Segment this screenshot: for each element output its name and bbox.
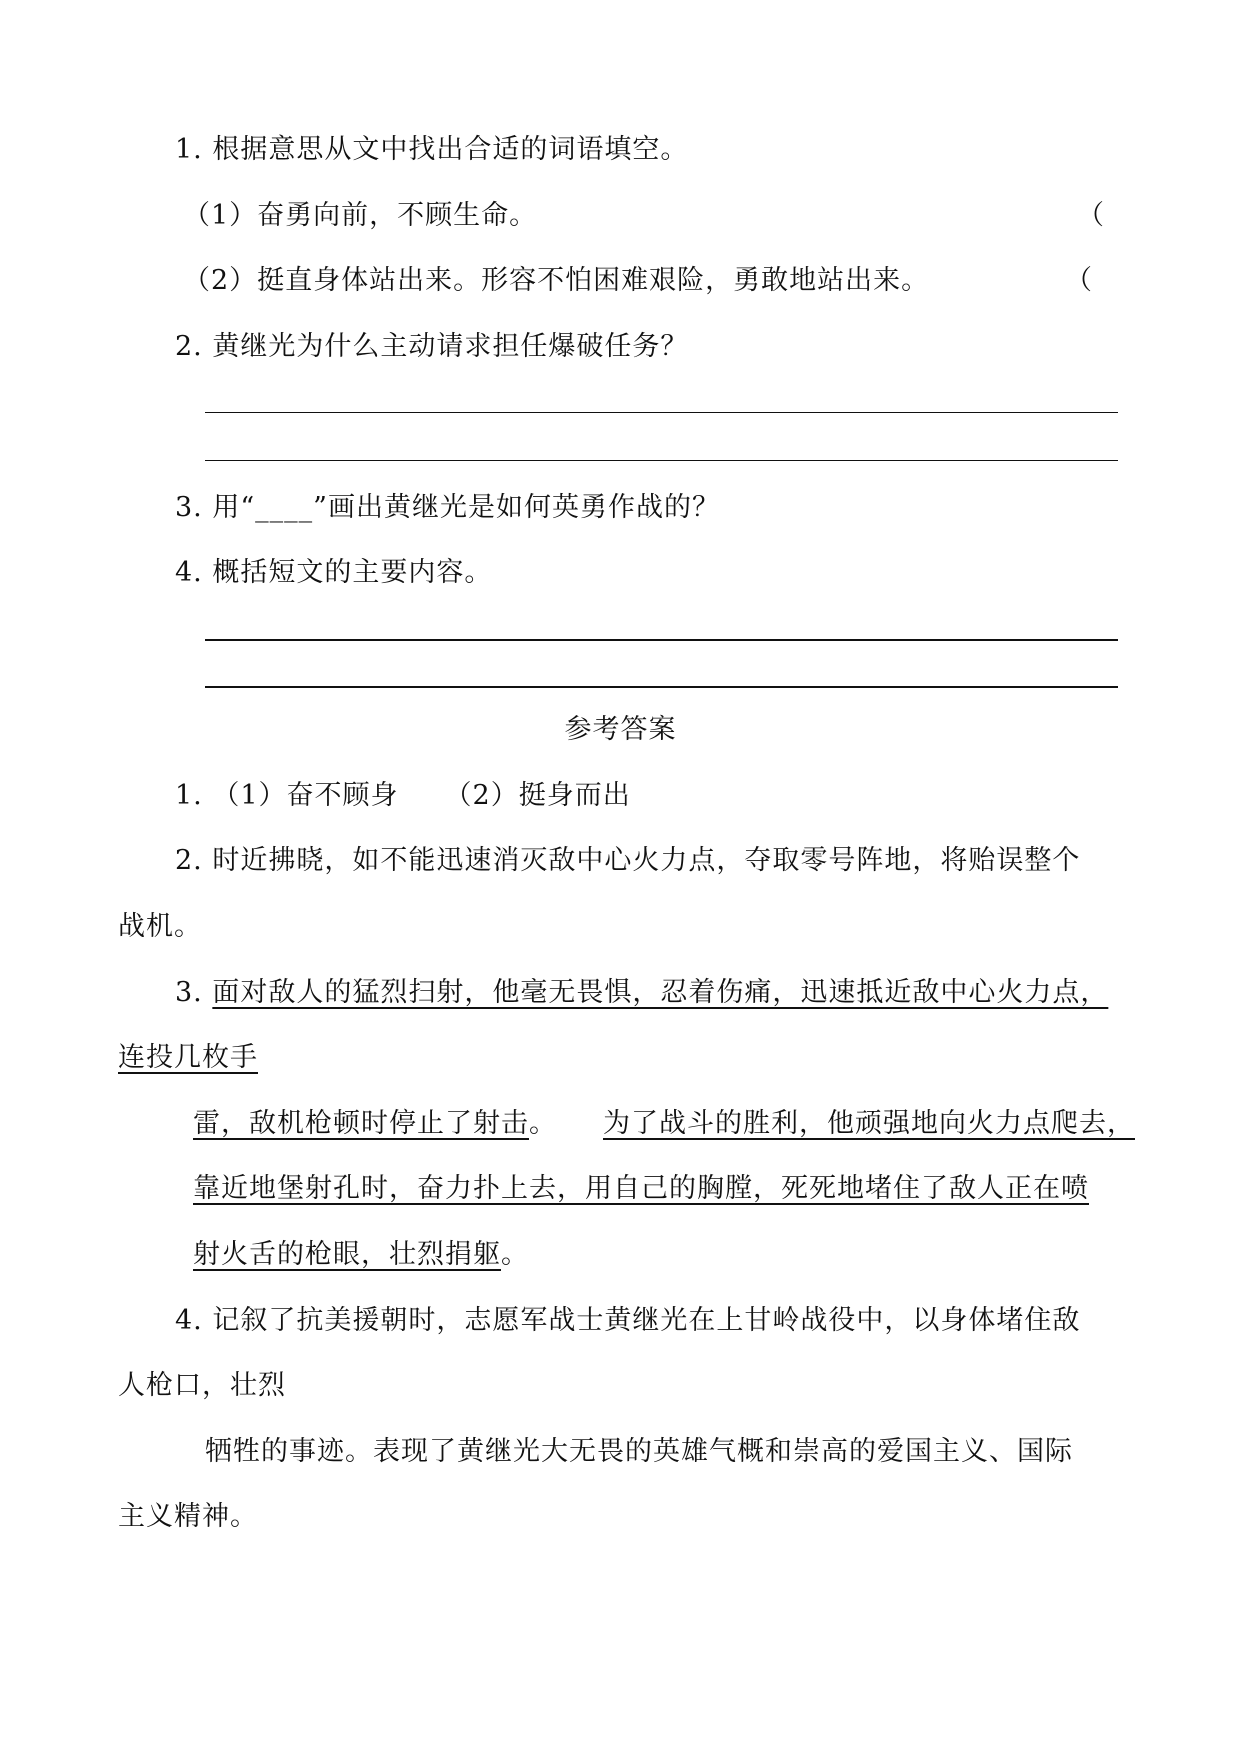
answer-3-number: 3.: [175, 977, 213, 1008]
answer-4-line-2: 人枪口，壮烈: [118, 1370, 286, 1401]
answer-3-line-3: [193, 1106, 1135, 1142]
answer-3-end: 。: [501, 1239, 529, 1270]
answer-3-underlined-text: 射火舌的枪眼，壮烈捐躯: [193, 1239, 501, 1270]
question-1-prompt: 1. 根据意思从文中找出合适的词语填空。: [175, 134, 689, 165]
answer-3-line-5: [193, 1237, 529, 1273]
question-3-prompt: 3. 用“____”画出黄继光是如何英勇作战的？: [175, 492, 720, 523]
answer-4-line-3: 牺牲的事迹。表现了黄继光大无畏的英雄气概和崇高的爱国主义、国际: [205, 1436, 1073, 1467]
answer-4-line-1: 4. 记叙了抗美援朝时，志愿军战士黄继光在上甘岭战役中，以身体堵住敌: [175, 1305, 1081, 1336]
answer-1-part-2: （2）挺身而出: [444, 780, 631, 811]
answer-3-line-2: 连投几枚手: [118, 1042, 258, 1073]
answer-line[interactable]: [205, 412, 1118, 413]
answer-line[interactable]: [205, 686, 1118, 688]
answer-paren-2[interactable]: （: [1065, 265, 1092, 296]
answer-2-line-2: 战机。: [118, 911, 202, 942]
answer-1-part-1: 1. （1）奋不顾身: [175, 780, 399, 811]
answers-title: 参考答案: [564, 714, 677, 745]
answer-3-period: 。: [529, 1108, 557, 1139]
answer-3-underlined-text: 面对敌人的猛烈扫射，他毫无畏惧，忍着伤痛，迅速抵近敌中心火力点，: [212, 977, 1109, 1008]
answer-line[interactable]: [205, 460, 1118, 461]
question-1-item-2: （2）挺直身体站出来。形容不怕困难艰险，勇敢地站出来。: [183, 265, 930, 296]
answer-line[interactable]: [205, 639, 1118, 641]
question-1-item-1: （1）奋勇向前，不顾生命。: [183, 200, 538, 231]
answer-3-line-1: [175, 975, 1108, 1011]
answer-4-line-4: 主义精神。: [118, 1501, 258, 1532]
question-4-prompt: 4. 概括短文的主要内容。: [175, 557, 493, 588]
answer-1: [175, 778, 631, 814]
answer-3-underlined-text: 为了战斗的胜利，他顽强地向火力点爬去，: [603, 1108, 1135, 1139]
question-2-prompt: 2. 黄继光为什么主动请求担任爆破任务？: [175, 331, 689, 362]
answer-paren-1[interactable]: （: [1077, 200, 1104, 231]
answer-2-line-1: 2. 时近拂晓，如不能迅速消灭敌中心火力点，夺取零号阵地，将贻误整个: [175, 845, 1081, 876]
answer-3-underlined-text: 雷，敌机枪顿时停止了射击: [193, 1108, 529, 1139]
answer-3-line-4: 靠近地堡射孔时，奋力扑上去，用自己的胸膛，死死地堵住了敌人正在喷: [193, 1173, 1089, 1204]
